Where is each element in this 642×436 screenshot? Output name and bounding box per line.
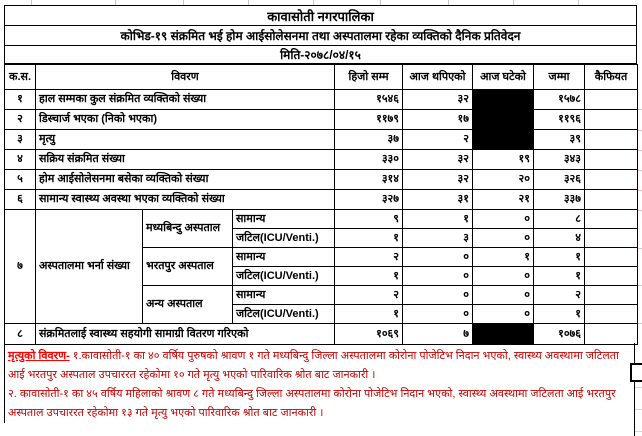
yesterday-cell: १५४६: [335, 90, 403, 110]
remarks-cell: [585, 286, 638, 305]
description-cell: हाल सम्मका कुल संक्रमित व्यक्तिको संख्या: [36, 90, 335, 110]
added-cell: ३१: [403, 190, 473, 210]
col-header-reduced-today: आज घटेको: [473, 65, 534, 90]
yesterday-cell: ९: [335, 210, 403, 229]
category-cell: जटिल(ICU/Venti.): [233, 305, 335, 324]
sn-cell: ५: [5, 170, 36, 190]
print-area-border: [634, 343, 635, 436]
total-cell: १: [534, 248, 585, 267]
added-cell: १७: [403, 110, 473, 130]
table-row: [5, 150, 638, 170]
reduced-cell: ०: [473, 305, 534, 324]
sn-cell: २: [5, 110, 36, 130]
added-cell: ०: [403, 248, 473, 267]
col-header-description: विवरण: [36, 65, 335, 90]
remarks-cell: [585, 90, 638, 110]
description-cell: मृत्यु: [36, 130, 335, 150]
report-title: कोभिड-१९ संक्रमित भई होम आईसोलेसनमा तथा अस्पतालमा रहेका व्यक्तिको दैनिक प्रतिवेदन: [5, 26, 636, 46]
sn-cell: ७: [5, 210, 36, 324]
yesterday-cell: २: [335, 248, 403, 267]
sn-cell: ८: [5, 324, 36, 345]
yesterday-cell: ३१४: [335, 170, 403, 190]
reduced-cell: १: [473, 248, 534, 267]
yesterday-cell: ३३०: [335, 150, 403, 170]
table-row-hospital: [5, 210, 638, 229]
description-cell: संक्रमितलाई स्वास्थ्य सहयोगी सामाग्री वितरण गरिएको: [36, 324, 335, 345]
table-row: [5, 90, 638, 110]
description-cell: होम आईसोलेसनमा बसेका व्यक्तिको संख्या: [36, 170, 335, 190]
added-cell: ३२: [403, 170, 473, 190]
redacted-cell: [473, 90, 534, 110]
redacted-cell: [473, 324, 534, 345]
redacted-cell: [473, 130, 534, 150]
description-cell: सक्रिय संक्रमित संख्या: [36, 150, 335, 170]
category-cell: सामान्य: [233, 286, 335, 305]
organization-name: कावासोती नगरपालिका: [5, 6, 636, 26]
remarks-cell: [585, 248, 638, 267]
title-block: [4, 5, 637, 64]
col-header-remarks: कैफियत: [585, 65, 638, 90]
yesterday-cell: १: [335, 305, 403, 324]
table-row: [5, 110, 638, 130]
hospital-name-cell: मध्यबिन्दु अस्पताल: [143, 210, 233, 248]
added-cell: ७: [403, 324, 473, 345]
added-cell: ०: [403, 286, 473, 305]
remarks-cell: [585, 267, 638, 286]
reduced-cell: ०: [473, 286, 534, 305]
added-cell: ३२: [403, 90, 473, 110]
yesterday-cell: ३२७: [335, 190, 403, 210]
added-cell: ३२: [403, 150, 473, 170]
category-cell: सामान्य: [233, 248, 335, 267]
table-row: [5, 324, 638, 345]
hospital-name-cell: अन्य अस्पताल: [143, 286, 233, 324]
added-cell: २: [403, 130, 473, 150]
added-cell: ३: [403, 229, 473, 248]
total-cell: ४: [534, 229, 585, 248]
col-header-sn: क.स.: [5, 65, 36, 90]
report-date: मिति-२०७८/०४/१५: [5, 46, 636, 64]
yesterday-cell: १०६९: [335, 324, 403, 345]
yesterday-cell: १: [335, 267, 403, 286]
added-cell: १: [403, 210, 473, 229]
remarks-cell: [585, 210, 638, 229]
total-cell: १: [534, 267, 585, 286]
total-cell: ११९६: [534, 110, 585, 130]
yesterday-cell: ३७: [335, 130, 403, 150]
sn-cell: ४: [5, 150, 36, 170]
table-row: [5, 130, 638, 150]
table-header-row: [5, 65, 638, 90]
remarks-cell: [585, 229, 638, 248]
remarks-cell: [585, 130, 638, 150]
category-cell: जटिल(ICU/Venti.): [233, 229, 335, 248]
description-cell: सामान्य स्वास्थ्य अवस्था भएका व्यक्तिको संख्या: [36, 190, 335, 210]
description-cell: डिस्चार्ज भएका (निको भएका): [36, 110, 335, 130]
hospital-admissions-label: अस्पतालमा भर्ना संख्या: [36, 210, 143, 324]
total-cell: ३२६: [534, 170, 585, 190]
total-cell: ३९: [534, 130, 585, 150]
yesterday-cell: ११७९: [335, 110, 403, 130]
total-cell: ३४३: [534, 150, 585, 170]
remarks-cell: [585, 110, 638, 130]
death-note-2: २. कावासोती-१ का ४५ वर्षिय महिलाको श्रावण ८ गते मध्यबिन्दु जिल्ला अस्पतालमा कोरोना पोजेटिभ निदान भएको, स्वास्थ्य अवस्थामा जटिलता आई भरतपुर अस्पताल उपचाररत रहेकोमा १३ गते मृत्यु भएको पारिवारिक श्रोत बाट जानकारी ।: [8, 388, 616, 419]
report-table: [4, 64, 638, 345]
reduced-cell: १९: [473, 150, 534, 170]
category-cell: सामान्य: [233, 210, 335, 229]
remarks-cell: [585, 150, 638, 170]
total-cell: १: [534, 305, 585, 324]
sn-cell: १: [5, 90, 36, 110]
sn-cell: ३: [5, 130, 36, 150]
selected-cell-outline[interactable]: [630, 363, 642, 382]
remarks-cell: [585, 324, 638, 345]
col-header-yesterday: हिजो सम्म: [335, 65, 403, 90]
death-notes-label: मृत्युको विवरण-: [8, 350, 70, 362]
remarks-cell: [585, 170, 638, 190]
total-cell: ३३७: [534, 190, 585, 210]
added-cell: ०: [403, 267, 473, 286]
table-row: [5, 190, 638, 210]
reduced-cell: ०: [473, 229, 534, 248]
death-note-1: १.कावासोती-१ का ४० वर्षिय पुरुषको श्रावण १ गते मध्यबिन्दु जिल्ला अस्पतालमा कोरोना पोजेटिभ निदान भएको, स्वास्थ्य अवस्थामा जटिलता आई भरतपुर अस्पताल उपचाररत रहेकोमा १० गते मृत्यु भएको पारिवारिक श्रोत बाट जानकारी ।: [8, 350, 619, 381]
hospital-name-cell: भरतपुर अस्पताल: [143, 248, 233, 286]
gridline: [635, 431, 642, 432]
yesterday-cell: २: [335, 286, 403, 305]
col-header-total: जम्मा: [534, 65, 585, 90]
category-cell: जटिल(ICU/Venti.): [233, 267, 335, 286]
sn-cell: ६: [5, 190, 36, 210]
total-cell: १०७६: [534, 324, 585, 345]
remarks-cell: [585, 190, 638, 210]
reduced-cell: २१: [473, 190, 534, 210]
reduced-cell: ०: [473, 267, 534, 286]
redacted-cell: [473, 110, 534, 130]
reduced-cell: २०: [473, 170, 534, 190]
remarks-cell: [585, 305, 638, 324]
total-cell: ८: [534, 210, 585, 229]
col-header-added-today: आज थपिएको: [403, 65, 473, 90]
total-cell: १५७८: [534, 90, 585, 110]
yesterday-cell: १: [335, 229, 403, 248]
table-row: [5, 170, 638, 190]
reduced-cell: ०: [473, 210, 534, 229]
death-notes: [4, 345, 638, 423]
total-cell: २: [534, 286, 585, 305]
report-document: [4, 5, 637, 345]
added-cell: ०: [403, 305, 473, 324]
